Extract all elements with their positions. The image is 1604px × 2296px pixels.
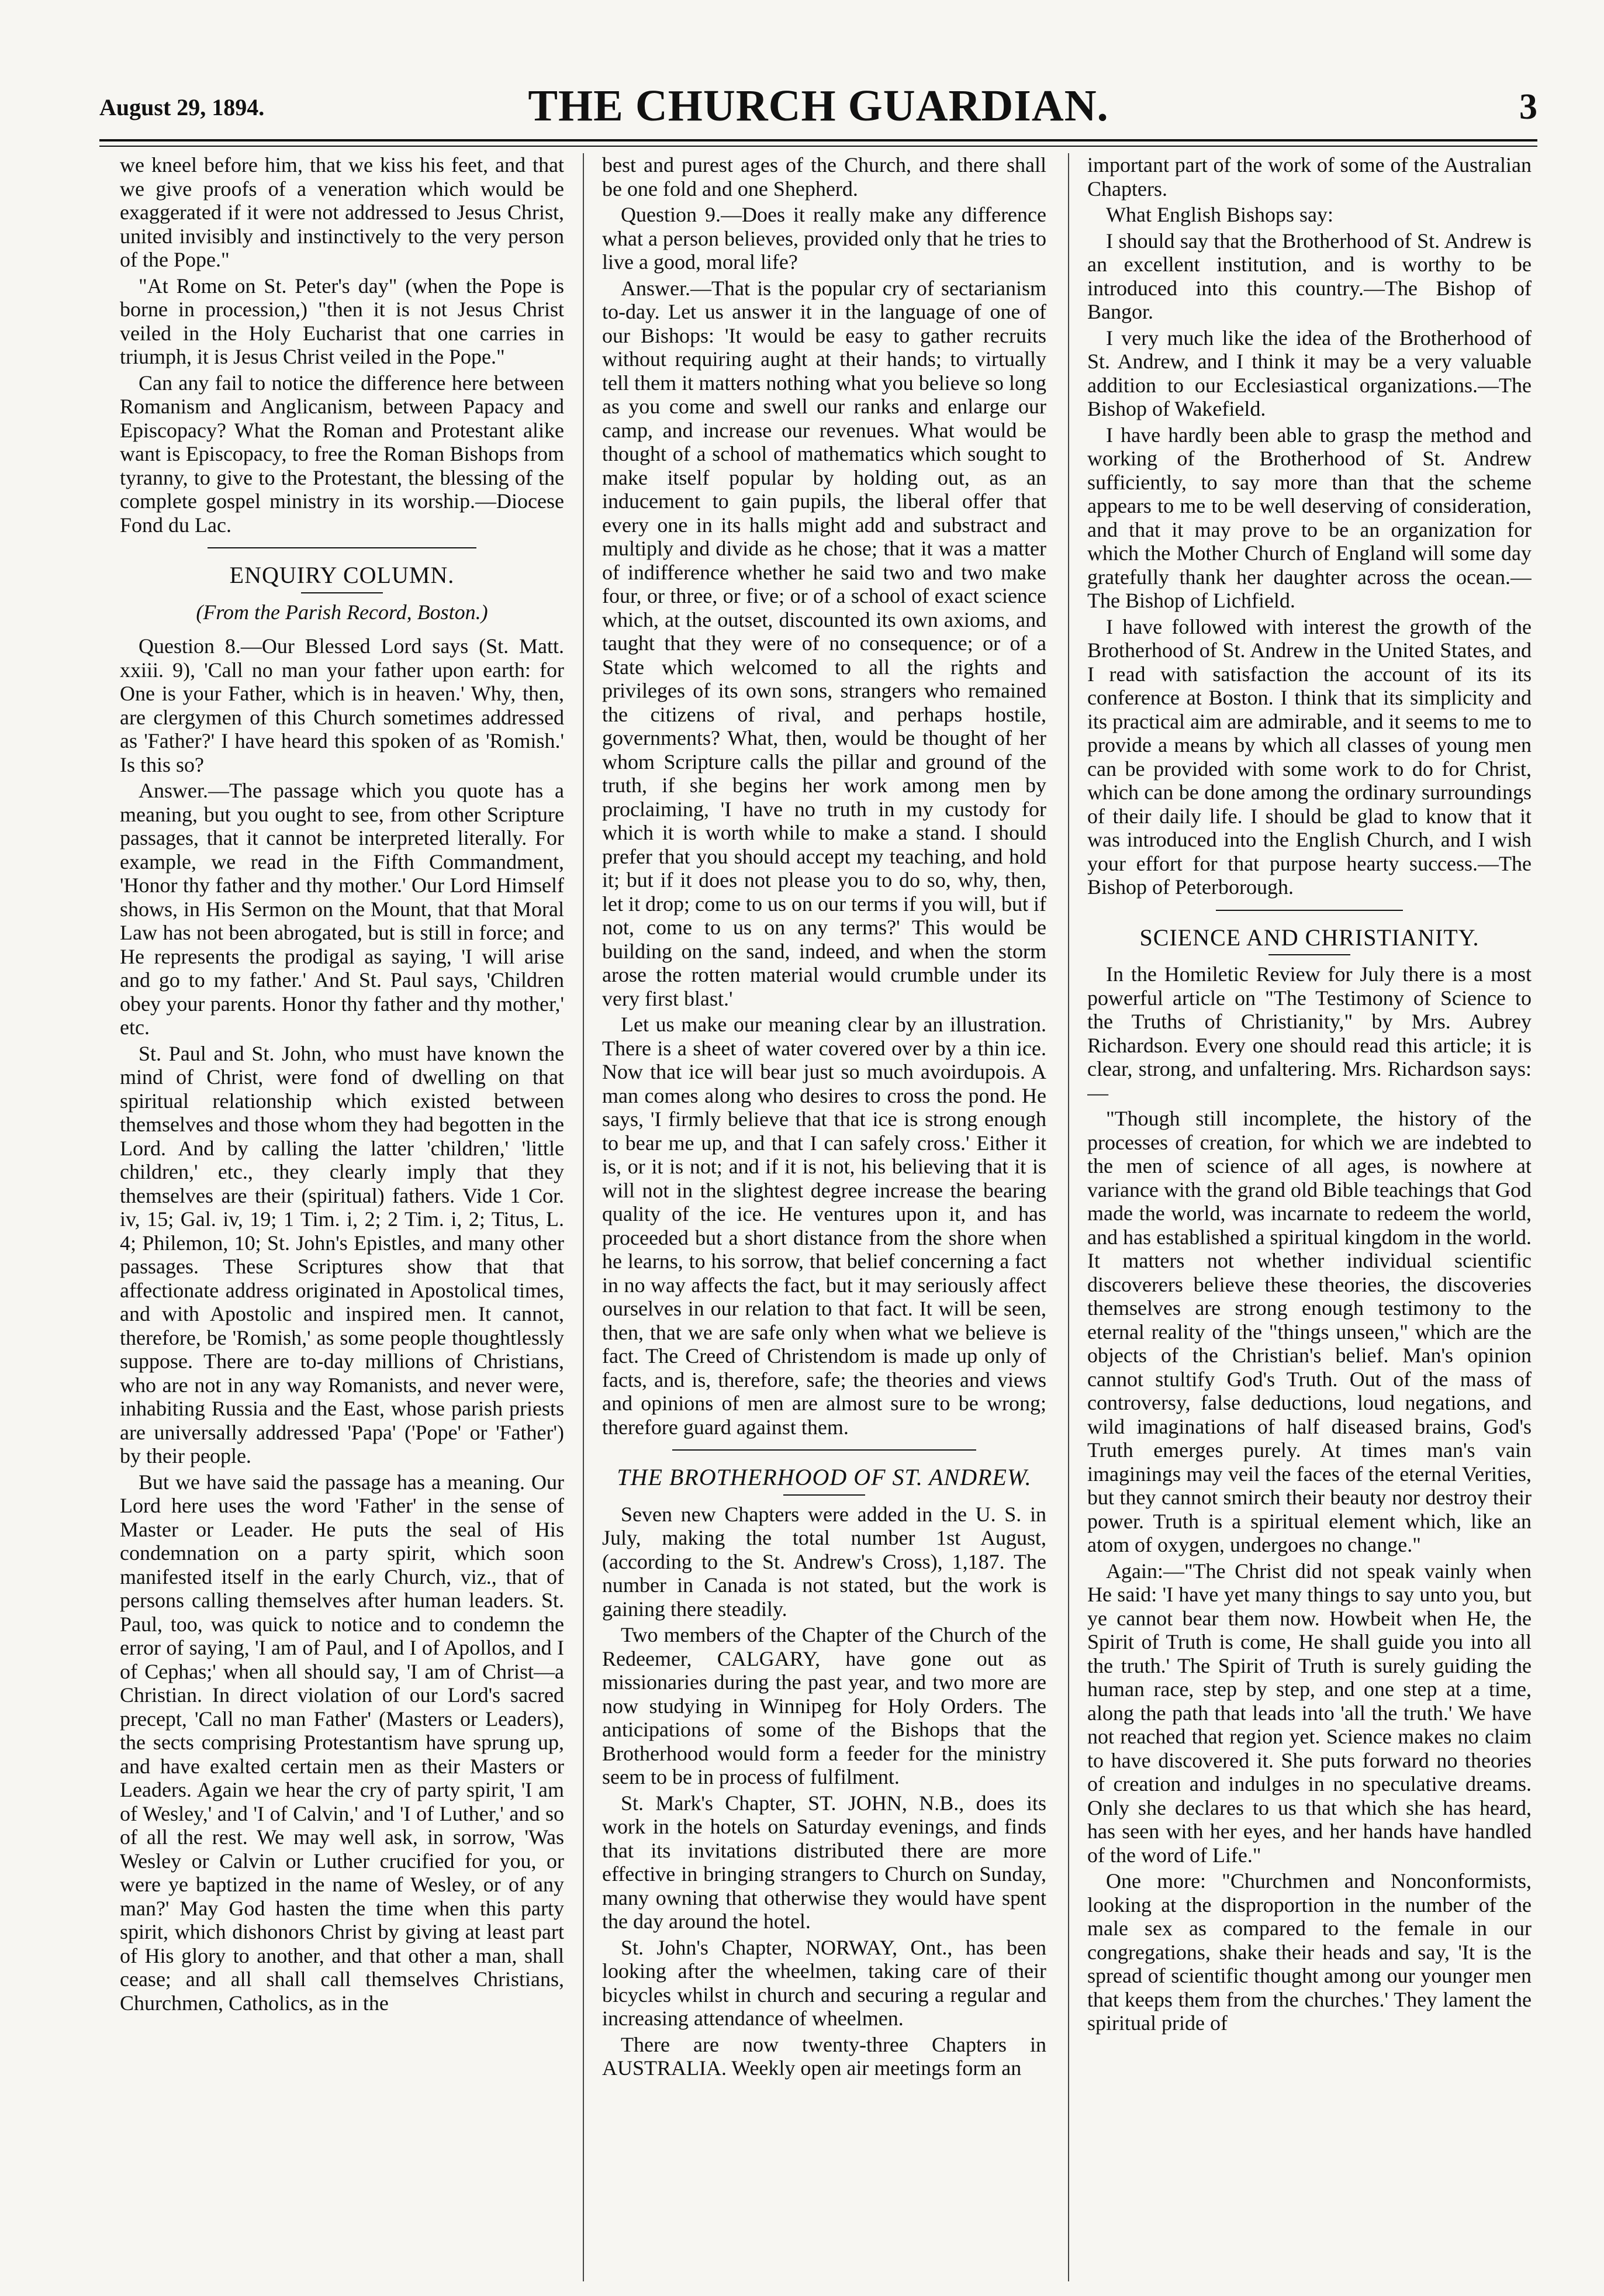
column-divider [1068,153,1069,2281]
column-1 [120,153,564,2281]
paragraph: I very much like the idea of the Brotherhood of St. Andrew, and I think it may be a very valuable addition to our Ecclesiastical organizations.—The Bishop of Wakefield. [1087,326,1532,420]
paragraph: "Though still incomplete, the history of the processes of creation, for which we are indebted to the men of science of all ages, is nowhere at variance with the grand old Bible teachings that God made the world, was incarnate to redeem the world, and has established a spiritual kingdom in the world. It matters not whether individual scientific discoverers believe these theories, the discoveries themselves are strong enough testimony to the eternal reality of the "things unseen," which are the objects of the Christian's belief. Man's opinion cannot stultify God's Truth. Out of the mass of controversy, false deductions, loud negations, and wild imaginations of half diseased brains, God's Truth emerges purely. At times man's vain imaginings may veil the faces of the eternal Verities, but they cannot smirch their beauty nor destroy their power. Truth is a spiritual element which, like an atom of oxygen, undergoes no change." [1087,1107,1532,1556]
paragraph: Two members of the Chapter of the Church of the Redeemer, CALGARY, have gone out as missionaries during the past year, and two more are now studying in Winnipeg for Holy Orders. The anticipations of some of the Bishops that the Brotherhood would form a feeder for the ministry seem to be in process of fulfilment. [602,1623,1046,1789]
columns [120,153,1537,2281]
paragraph: Seven new Chapters were added in the U. S. in July, making the total number 1st August, (according to the St. Andrew's Cross), 1,187. The number in Canada is not stated, but the work is gaining there steadily. [602,1502,1046,1621]
section-rule [672,1449,976,1451]
paragraph: St. Paul and St. John, who must have known the mind of Christ, were fond of dwelling on that spiritual relationship which existed between themselves and those whom they had begotten in the Lord. And by calling the latter 'children,' 'little children,' etc., they clearly imply that they themselves are their (spiritual) fathers. Vide 1 Cor. iv, 15; Gal. iv, 19; 1 Tim. i, 2; 2 Tim. i, 2; Titus, L. 4; Philemon, 10; St. John's Epistles, and many other passages. These Scriptures show that that affectionate address originated in Apostolical times, and with Apostolic and inspired men. It cannot, therefore, be 'Romish,' as some people thoughtlessly suppose. There are to-day millions of Christians, who are not in any way Romanists, and never were, inhabiting Russia and the East, whose parish priests are universally addressed 'Papa' ('Pope' or 'Father') by their people. [120,1041,564,1468]
section-rule [208,547,476,548]
paragraph: "At Rome on St. Peter's day" (when the Pope is borne in procession,) "then it is not Jesus Christ veiled in the Holy Eucharist that one carries in triumph, it is Jesus Christ veiled in the Pope." [120,274,564,368]
paragraph: Let us make our meaning clear by an illustration. There is a sheet of water covered over by a thin ice. Now that ice will bear just so much avoirdupois. A man comes along who desires to cross the pond. He says, 'I firmly believe that that ice is strong enough to bear me up, and that I can safely cross.' Either it is, or it is not; and if it is not, his believing that it is will not in the slightest degree increase the bearing quality of the ice. He ventures upon it, and has proceeded but a short distance from the shore when he learns, to his sorrow, that belief concerning a fact in no way affects the fact, but it may seriously affect ourselves in our relation to that fact. It will be seen, then, that we are safe only when what we believe is fact. The Creed of Christendom is made up only of facts, and is, therefore, safe; the theories and views and opinions of men are almost sure to be wrong; therefore guard against them. [602,1013,1046,1439]
paragraph: we kneel before him, that we kiss his feet, and that we give proofs of a veneration which would be exaggerated if it were not addressed to Jesus Christ, united invisibly and instinctively to the very person of the Pope." [120,153,564,271]
paragraph: St. John's Chapter, NORWAY, Ont., has been looking after the wheelmen, taking care of their bicycles whilst in church and securing a regular and increasing attendance of wheelmen. [602,1935,1046,2030]
issue-date: August 29, 1894. [99,94,265,120]
paragraph: Question 9.—Does it really make any difference what a person believes, provided only that he tries to live a good, moral life? [602,203,1046,274]
heading-rule [783,1494,865,1496]
paragraph: What English Bishops say: [1106,203,1333,226]
paragraph: In the Homiletic Review for July there is a most powerful article on "The Testimony of Science to the Truths of Christianity," by Mrs. Aubrey Richardson. Every one should read this article; it is clear, strong, and unfaltering. Mrs. Richardson says:— [1087,962,1532,1104]
paragraph: I have followed with interest the growth of the Brotherhood of St. Andrew in the United States, and I read with satisfaction the account of its its conference at Boston. I think that its simplicity and its practical aim are admirable, and it seems to me to provide a means by which all classes of young men can be provided with some work to do for Christ, which can be done among the ordinary surroundings of their daily life. I should be glad to know that it was introduced into the English Church, and I wish your effort for that purpose hearty success.—The Bishop of Peterborough. [1087,614,1532,899]
section-source: (From the Parish Record, Boston.) [196,600,488,624]
masthead [99,70,1537,140]
paragraph: best and purest ages of the Church, and there shall be one fold and one Shepherd. [602,153,1046,201]
section-rule [1216,910,1403,911]
section-heading: SCIENCE AND CHRISTIANITY. [1139,924,1479,951]
paragraph: There are now twenty-three Chapters in AUSTRALIA. Weekly open air meetings form an [602,2032,1046,2080]
paragraph: Can any fail to notice the difference here between Romanism and Anglicanism, between Papacy and Episcopacy? What the Roman and Protestant alike want is Episcopacy, to free the Roman Bishops from tyranny, to give to the Protestant, the blessing of the complete gospel ministry in its worship.—Diocese Fond du Lac. [120,371,564,537]
masthead-rule [99,139,1537,147]
paragraph: I have hardly been able to grasp the method and working of the Brotherhood of St. Andrew sufficiently, to say more than that the scheme appears to me to be well deserving of consideration, and that it may prove to be an organization for which the Mother Church of England will some day gratefully thank her daughter across the ocean.—The Bishop of Lichfield. [1087,423,1532,612]
paragraph: important part of the work of some of the Australian Chapters. [1087,153,1532,201]
section-heading: ENQUIRY COLUMN. [229,562,455,588]
paragraph: St. Mark's Chapter, ST. JOHN, N.B., does its work in the hotels on Saturday evenings, and finds that its invitations distributed there are more effective in bringing strangers to Church on Sunday, many owning that otherwise they would have spent the day around the hotel. [602,1791,1046,1933]
paragraph: But we have said the passage has a meaning. Our Lord here uses the word 'Father' in the sense of Master or Leader. He puts the seal of His condemnation on a party spirit, which soon manifested itself in the early Church, viz., that of persons calling themselves after human leaders. St. Paul, too, was quick to notice and to condemn the error of saying, 'I am of Paul, and I of Apollos, and I of Cephas;' when all should say, 'I am of Christ—a Christian. In direct violation of our Lord's sacred precept, 'Call no man Father' (Masters or Leaders), the sects comprising Protestantism have sprung up, and have exalted certain men as their Masters or Leaders. Again we hear the cry of party spirit, 'I am of Wesley,' and 'I of Calvin,' and 'I of Luther,' and so of all the rest. We may well ask, in sorrow, 'Was Wesley or Calvin or Luther crucified for you, or were ye baptized in the name of Wesley, or of any man?' May God hasten the time when this party spirit, which dishonors Christ by giving at least part of His glory to another, and that other a man, shall cease; and all shall call themselves Christians, Churchmen, Catholics, as in the [120,1470,564,2015]
page-number: 3 [1519,87,1537,127]
heading-rule [301,592,383,593]
newspaper-title: THE CHURCH GUARDIAN. [528,81,1109,130]
paragraph: Again:—"The Christ did not speak vainly when He said: 'I have yet many things to say unto you, but ye cannot bear them now. Howbeit when He, the Spirit of Truth is come, He shall guide you into all the truth.' The Spirit of Truth is surely guiding the human race, step by step, and one step at a time, along the path that leads into 'all the truth.' We have not reached that region yet. Science makes no claim to have discovered it. She puts forward no theories of creation and indulges in no speculative dreams. Only she declares to us that which she has heard, has seen with her eyes, and her hands have handled of the word of Life." [1087,1559,1532,1867]
heading-rule [1268,954,1350,955]
column-3 [1087,153,1532,2281]
paragraph: Answer.—That is the popular cry of sectarianism to-day. Let us answer it in the language of one of our Bishops: 'It would be easy to gather recruits without requiring aught at their hands; to virtually tell them it matters nothing what you believe so long as you come and swell our ranks and enlarge our camp, and increase our revenues. What would be thought of a school of mathematics which sought to make itself popular by holding out, as an inducement to gain pupils, the liberal offer that every one in its halls might add and substract and multiply and divide as he chose; that it was a matter of indifference whether he said two and two make four, or three, or five; or of a school of exact science which, at the outset, discounted its own axioms, and taught that they were of no consequence; or of a State which welcomed to all the rights and privileges of its own sons, strangers who remained the citizens of rival, and perhaps hostile, governments? What, then, would be thought of her whom Scripture calls the pillar and ground of the truth, if she begins her work among men by proclaiming, 'I have no truth in my custody for which it is worth while to make a stand. I should prefer that you should accept my teaching, and hold it; but if it does not please you to do so, why, then, let it drop; come to us on our terms if you will, but if not, come to us on any terms?' This would be building on the sand, indeed, and when the storm arose the rotten material would crumble under its very first blast.' [602,276,1046,1010]
paragraph: Answer.—The passage which you quote has a meaning, but you ought to see, from other Scripture passages, that it cannot be interpreted literally. For example, we read in the Fifth Commandment, 'Honor thy father and thy mother.' Our Lord Himself shows, in His Sermon on the Mount, that that Moral Law has not been abrogated, but is still in force; and He represents the prodigal as saying, 'I will arise and go to my father.' And St. Paul says, 'Children obey your parents. Honor thy father and thy mother,' etc. [120,779,564,1039]
paragraph: Question 8.—Our Blessed Lord says (St. Matt. xxiii. 9), 'Call no man your father upon earth: for One is your Father, which is in heaven.' Why, then, are clergymen of this Church sometimes addressed as 'Father?' I have heard this spoken of as 'Romish.' Is this so? [120,634,564,776]
paragraph: I should say that the Brotherhood of St. Andrew is an excellent institution, and is worthy to be introduced into this country.—The Bishop of Bangor. [1087,229,1532,323]
column-divider [583,153,584,2281]
column-2 [602,153,1046,2281]
section-heading: THE BROTHERHOOD OF ST. ANDREW. [617,1464,1032,1490]
paragraph: One more: "Churchmen and Nonconformists, looking at the disproportion in the number of the male sex as compared to the female in our congregations, shake their heads and say, 'It is the spread of scientific thought among our younger men that keeps them from the churches.' They lament the spiritual pride of [1087,1869,1532,2035]
